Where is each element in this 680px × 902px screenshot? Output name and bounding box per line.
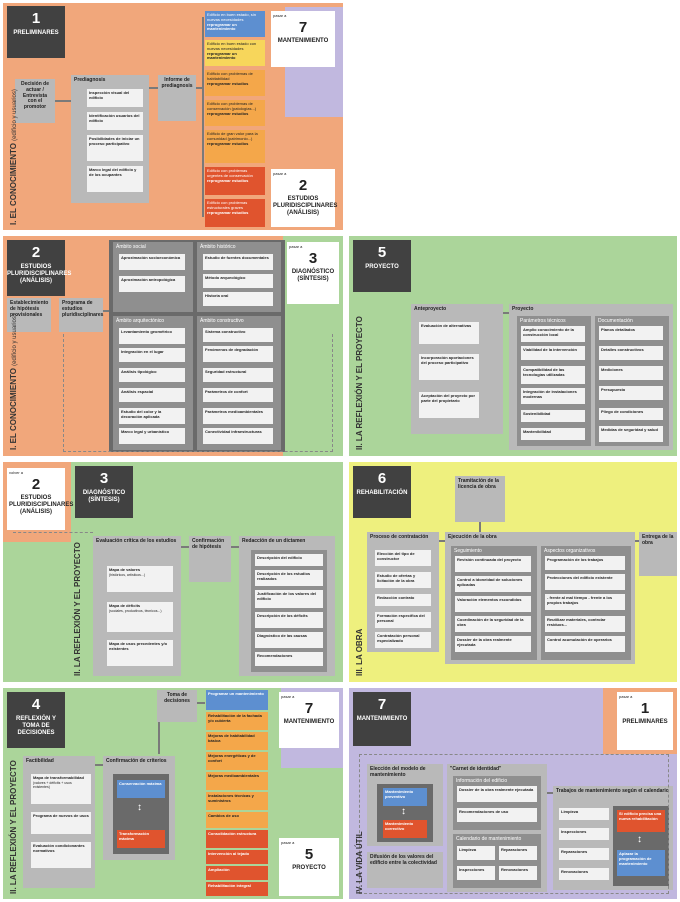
goto-number: 3: [308, 249, 318, 267]
dictamen-item: Recomendaciones: [255, 652, 323, 666]
stage-number: 1: [31, 10, 41, 27]
eval-item: [107, 602, 173, 632]
evaluacion-title: Evaluación crítica de los estudios: [96, 538, 177, 544]
option: Consolidación estructura: [206, 830, 268, 848]
option: [205, 199, 265, 227]
prediag-item: Identificación usuarios del edificio: [87, 112, 143, 130]
stage-title: REFLEXIÓN Y TOMA DE DECISIONES: [16, 716, 56, 737]
info-title: Información del edificio: [456, 778, 508, 784]
option: Mejoras energéticas y de confort: [206, 752, 268, 770]
proyecto-title: Proyecto: [512, 306, 534, 312]
side-text: II. LA REFLEXIÓN Y EL PROYECTO: [9, 760, 18, 894]
stage-number: 7: [377, 696, 387, 713]
column-title: Seguimiento: [454, 548, 482, 554]
informe-box: Informe de prediagnosis: [158, 75, 196, 121]
stage-5-header: [353, 240, 411, 292]
side-label: [355, 831, 364, 894]
option-text: Edificio con problemas de conservación (patologías...): [207, 101, 257, 111]
goto-title: ESTUDIOS PLURIDISCIPLINARES (ANÁLISIS): [273, 195, 338, 216]
panel-preliminares: [3, 3, 343, 230]
option-text: Edificio en buen estado, sin nuevas necesidades: [207, 12, 256, 22]
dictamen-item: Descripción del edificio: [255, 554, 323, 566]
dictamen-box: [239, 536, 335, 676]
contrat-item: Formación específica del personal: [375, 612, 431, 628]
option: Cambios de uso: [206, 812, 268, 828]
side-label: [9, 89, 18, 225]
side-label: [9, 760, 18, 894]
stage-title: PROYECTO: [365, 264, 399, 271]
dictamen-item: Justificación de los valores del edificio: [255, 590, 323, 608]
fact-item-title: Programa de nuevos de usos: [33, 813, 89, 818]
side-text: II. LA REFLEXIÓN Y EL PROYECTO: [355, 316, 364, 450]
asp-item: - frente al mal tiempo - frente a los propios trabajos: [545, 594, 625, 610]
stage-number: 4: [31, 696, 41, 713]
ambito-item: Integración en el lugar: [119, 348, 185, 362]
prediag-item: Marco legal del edificio y de los ocupantes: [87, 166, 143, 192]
ambito-item: Estudio de fuentes documentales: [203, 254, 273, 270]
stage-3-header: [75, 466, 133, 518]
difusion-box: Difusión de los valores del edificio entre la colectividad: [367, 852, 443, 888]
goto-title: MANTENIMIENTO: [277, 37, 329, 44]
ambito-item: Aproximación antropológica: [119, 276, 185, 292]
goto-number: 2: [298, 176, 308, 194]
option: Instalaciones técnicas y suministros: [206, 792, 268, 810]
stage-title: PRELIMINARES: [13, 30, 59, 37]
carnet-title: "Carnet de identidad": [450, 766, 502, 772]
option-text: Edificio con problemas estructurales graves: [207, 200, 248, 210]
option-action: reprogramar estudios: [207, 209, 249, 215]
stage-number: 3: [99, 470, 109, 487]
option: [205, 70, 265, 96]
contrat-item: Estudio de ofertas y licitación de la obra: [375, 572, 431, 588]
option: Rehabilitación integral: [206, 882, 268, 896]
option: Mejoras de habitabilidad básica: [206, 732, 268, 750]
decision-box: Decisión de actuar / Entrevista con el promotor: [15, 79, 55, 123]
goto-number: 5: [304, 845, 314, 863]
arrow: [231, 546, 239, 548]
asp-item: Reutilizar materiales, controlar residuos...: [545, 616, 625, 632]
stage-6-header: [353, 466, 411, 518]
stage-number: 6: [377, 470, 387, 487]
trab-item: Limpieza: [559, 808, 609, 820]
info-item: Dossier de la obra realmente ejecutada: [457, 786, 537, 802]
arrow: [202, 17, 204, 217]
side-text: II. LA REFLEXIÓN Y EL PROYECTO: [73, 542, 82, 676]
swap-arrow-icon: ↕: [137, 802, 142, 813]
contrat-item: Redacción contrato: [375, 594, 431, 606]
option: Intervención al tejado: [206, 850, 268, 864]
asp-item: Protecciones del edificio existente: [545, 574, 625, 590]
documentacion: [595, 316, 669, 446]
arrow: [95, 764, 103, 766]
cal-item: Reparaciones: [499, 846, 537, 860]
stage-title: DIAGNÓSTICO (SÍNTESIS): [82, 490, 126, 504]
eleccion-title: Elección del modelo de mantenimiento: [370, 766, 426, 778]
params-tecnicos: [517, 316, 591, 446]
goto-number: 2: [31, 475, 41, 493]
ambito-item: Método arqueológico: [203, 274, 273, 288]
goto-label: pasar a: [281, 694, 295, 699]
tramitacion-box: Tramitación de la licencia de obra: [455, 476, 505, 522]
dictamen-item: Descripción de los estudios realizados: [255, 570, 323, 586]
criterios-box: [103, 756, 175, 860]
trab-item: Renovaciones: [559, 868, 609, 880]
goto-label: pasar a: [281, 840, 295, 845]
side-label: [355, 316, 364, 450]
goto-studies[interactable]: [271, 169, 338, 227]
transformacion-max: Transformación máxima: [117, 830, 165, 848]
dictamen-item: Diagnóstico de las causas: [255, 632, 323, 648]
arrow: [158, 722, 160, 754]
side-label: [355, 629, 364, 676]
ambito-item: Parámetros de confort: [203, 388, 273, 402]
ejecucion-title: Ejecución de la obra: [448, 534, 497, 540]
param-item: Sostenibilidad: [521, 410, 585, 422]
doc-item: Pliego de condiciones: [599, 408, 663, 420]
fact-item: [31, 842, 91, 868]
dictamen-item: Descripción de los déficits: [255, 612, 323, 628]
contratacion-box: [367, 532, 439, 652]
asp-item: Control acumulación de operarios: [545, 636, 625, 652]
column-title: Aspectos organizativos: [544, 548, 596, 554]
toma-box: Toma de decisiones: [157, 690, 197, 722]
ambito-item: Estudio del color y la decoración aplicada: [119, 408, 185, 424]
dashed-loop: [359, 754, 669, 894]
stage-4-header: [7, 692, 65, 748]
ambito-item: Seguridad estructural: [203, 368, 273, 382]
goto-number: 1: [640, 699, 650, 717]
ante-item: Incorporación aportaciones del proceso participativo: [419, 354, 479, 380]
option: [205, 167, 265, 195]
arrow: [181, 546, 189, 548]
anteproyecto: [411, 304, 503, 434]
factibilidad-title: Factibilidad: [26, 758, 54, 764]
goto-maintenance[interactable]: [279, 692, 339, 748]
seg-item: Revisión continuada del proyecto: [455, 556, 531, 572]
doc-item: Detalles constructivos: [599, 346, 663, 360]
option: Ampliación: [206, 866, 268, 880]
option-action: reprogramar estudios: [207, 177, 249, 183]
ambito-item: Aproximación socioeconómica: [119, 254, 185, 270]
goto-diagnosis[interactable]: [287, 242, 339, 304]
column-title: Documentación: [598, 318, 633, 324]
option-action: reprogramar estudios: [207, 140, 249, 146]
option: Mejoras medioambientales: [206, 772, 268, 790]
trabajos-title: Trabajos de mantenimiento según el calendario: [556, 788, 669, 794]
ambito-item: Marco legal y urbanístico: [119, 428, 185, 444]
ambito-item: Conectividad infraestructuras: [203, 428, 273, 444]
panel-proyecto: [349, 236, 677, 456]
ante-item: Evaluación de alternativas: [419, 322, 479, 344]
arrow: [197, 702, 205, 704]
option-text: Edificio de gran valor para la comunidad (patrimonio...): [207, 131, 258, 141]
ambito-item: Análisis tipológico: [119, 368, 185, 382]
conservacion-max: Conservación máxima: [117, 780, 165, 798]
stage-number: 2: [31, 244, 41, 261]
goto-label: pasar a: [619, 694, 633, 699]
param-item: Mantenibilidad: [521, 428, 585, 440]
stage-title: ESTUDIOS PLURIDISCIPLINARES (ANÁLISIS): [7, 264, 72, 285]
goto-title: ESTUDIOS PLURIDISCIPLINARES (ANÁLISIS): [9, 494, 74, 515]
side-label: [73, 542, 82, 676]
option: Rehabilitación de la fachada y/o cubierta: [206, 712, 268, 730]
fact-item: [31, 812, 91, 834]
ambito-title: Ámbito histórico: [200, 244, 236, 250]
eval-item: [107, 640, 173, 666]
fact-item: [31, 774, 91, 804]
stage-title: MANTENIMIENTO: [356, 716, 408, 723]
doc-item: Mediciones: [599, 366, 663, 380]
fact-item-title: Evaluación condicionantes normativos: [33, 843, 85, 853]
prediagnosis-title: Prediagnosis: [74, 77, 106, 83]
eval-item-title: Mapa de valores: [109, 567, 141, 572]
info-item: Recomendaciones de uso: [457, 808, 537, 822]
option: [205, 100, 265, 126]
ante-item: Aceptación del proyecto por parte del propietario: [419, 392, 479, 418]
swap-arrow-icon: ↕: [401, 806, 406, 817]
doc-item: Planos detallados: [599, 326, 663, 340]
doc-item: Medidas de seguridad y salud: [599, 426, 663, 442]
trab-item: Reparaciones: [559, 848, 609, 860]
stage-7-header: [353, 692, 411, 746]
option: [205, 40, 265, 66]
goto-title: MANTENIMIENTO: [283, 718, 335, 725]
panel-estudios: [3, 236, 343, 456]
prediag-item: Posibilidades de iniciar un proceso participativo: [87, 135, 143, 161]
arrow: [479, 522, 481, 532]
side-text: I. EL CONOCIMIENTO: [9, 143, 18, 225]
option-action: reprogramar un mantenimiento: [207, 50, 237, 61]
confirmacion-box: Confirmación de hipótesis: [189, 536, 231, 582]
side-text: IV. LA VIDA ÚTIL: [355, 831, 364, 894]
side-small: (edificio y usuarios): [12, 89, 18, 141]
programa-box: Programa de estudios pluridisciplinares: [59, 298, 103, 332]
goto-label: pasar a: [289, 244, 303, 249]
ambito-item: Levantamiento geométrico: [119, 328, 185, 344]
swap-arrow-icon: ↕: [637, 834, 642, 845]
param-item: Viabilidad de la intervención: [521, 346, 585, 360]
ambito-title: Ámbito social: [116, 244, 146, 250]
cal-item: Limpieza: [457, 846, 495, 860]
cal-item: Renovaciones: [499, 866, 537, 880]
nueva-rehab: Si edificio precisa una nueva rehabilitación: [617, 810, 665, 832]
dictamen-title: Redacción de un dictamen: [242, 538, 306, 544]
side-label: [9, 314, 18, 450]
eval-item-sub: (sociales, productivos, técnicos...): [109, 608, 162, 613]
seguimiento: [451, 546, 537, 660]
goto-title: PRELIMINARES: [622, 718, 668, 725]
seg-item: Control a idoneidad de soluciones aplicadas: [455, 576, 531, 592]
mant-correctivo: Mantenimiento correctivo: [383, 820, 427, 838]
prediagnosis-box: [71, 75, 149, 203]
option-text: Edificio en buen estado con nuevas necesidades: [207, 41, 257, 51]
doc-item: Presupuesto: [599, 386, 663, 400]
param-item: Integración de instalaciones modernas: [521, 388, 585, 404]
param-item: Compatibilidad de las tecnologías utilizadas: [521, 366, 585, 384]
factibilidad-box: [23, 756, 95, 888]
goto-preliminares[interactable]: [617, 692, 673, 750]
cal-item: Inspecciones: [457, 866, 495, 880]
eval-item-sub: (históricos, artísticos...): [109, 572, 145, 577]
option: [205, 130, 265, 163]
stage-1-header: [7, 6, 65, 58]
eval-item-title: Mapa de usos precedentes y/o existentes: [109, 641, 168, 651]
asp-item: Programación de los trabajos: [545, 556, 625, 570]
panel-diagnostico: [3, 462, 343, 682]
goto-title: DIAGNÓSTICO (SÍNTESIS): [291, 268, 335, 282]
panel-rehabilitacion: [349, 462, 677, 682]
trab-item: Inspecciones: [559, 828, 609, 840]
goto-label: pasar a: [273, 171, 287, 176]
eval-item: [107, 566, 173, 592]
stage-title: REHABILITACIÓN: [356, 490, 408, 497]
goto-proyecto[interactable]: [279, 838, 339, 896]
option-maintain: [205, 11, 265, 37]
ambito-title: Ámbito constructivo: [200, 318, 244, 324]
contrat-item: Contratación personal especializado: [375, 632, 431, 648]
option-text: Edificio con problemas de habitabilidad: [207, 71, 253, 81]
dashed-loop: [63, 334, 333, 452]
panel-mantenimiento: [349, 688, 677, 899]
side-small: (edificio y usuarios): [12, 314, 18, 366]
side-text: I. EL CONOCIMIENTO: [9, 368, 18, 450]
stage-2-header: [7, 240, 72, 296]
aplazar: Aplazar la programación de mantenimiento: [617, 850, 665, 876]
panel-reflexion: [3, 688, 343, 899]
ambito-item: Sistema constructivo: [203, 328, 273, 342]
ambito-social: [113, 242, 193, 312]
fact-item-sub: (valores + déficits + usos existentes): [33, 780, 72, 789]
entrega-box: Entrega de la obra: [639, 532, 677, 576]
contratacion-title: Proceso de contratación: [370, 534, 429, 540]
column-title: Parámetros técnicos: [520, 318, 566, 324]
aspectos: [541, 546, 631, 660]
mant-preventivo: Mantenimiento preventivo: [383, 788, 427, 806]
fact-item-title: Mapa de transformabilidad: [33, 775, 84, 780]
ambito-item: Fenómenos de degradación: [203, 346, 273, 362]
ambito-item: Análisis espacial: [119, 388, 185, 402]
ambito-item: Historia oral: [203, 292, 273, 306]
eval-item-title: Mapa de déficits: [109, 603, 141, 608]
dashed-loop: [13, 532, 93, 533]
goto-back-studies[interactable]: [7, 468, 74, 530]
arrow: [55, 100, 71, 102]
option-action: reprogramar estudios: [207, 80, 249, 86]
param-item: Amplio conocimiento de la construcción local: [521, 326, 585, 342]
contrat-item: Elección del tipo de constructor: [375, 550, 431, 566]
seg-item: Coordinación de la seguridad de la obra: [455, 616, 531, 632]
goto-label: volver a: [9, 470, 24, 475]
prediag-item: Inspección visual del edificio: [87, 89, 143, 107]
option-maintenance: Programar un mantenimiento: [206, 690, 268, 710]
option-action: reprogramar un mantenimiento: [207, 21, 237, 32]
criterios-title: Confirmación de criterios: [106, 758, 167, 764]
ambito-historico: [197, 242, 281, 312]
option-text: Edificio con problemas urgentes de conservación: [207, 168, 253, 178]
option-action: reprogramar estudios: [207, 110, 249, 116]
ambito-item: Parámetros medioambientales: [203, 408, 273, 424]
anteproyecto-title: Anteproyecto: [414, 306, 447, 312]
goto-maintenance[interactable]: [271, 11, 335, 67]
goto-title: PROYECTO: [292, 864, 326, 871]
stage-number: 5: [377, 244, 387, 261]
calendario-title: Calendario de mantenimiento: [456, 836, 522, 842]
goto-label: pasar a: [273, 13, 287, 18]
hypothesis-box: Establecimiento de hipótesis provisionales: [7, 298, 51, 332]
ambito-title: Ámbito arquitectónico: [116, 318, 165, 324]
side-text: III. LA OBRA: [355, 628, 364, 676]
seg-item: Valoración elementos escondidos: [455, 596, 531, 612]
goto-number: 7: [298, 18, 308, 36]
goto-number: 7: [304, 699, 314, 717]
evaluacion-box: [93, 536, 181, 676]
seg-item: Dossier de la obra realmente ejecutada: [455, 636, 531, 652]
